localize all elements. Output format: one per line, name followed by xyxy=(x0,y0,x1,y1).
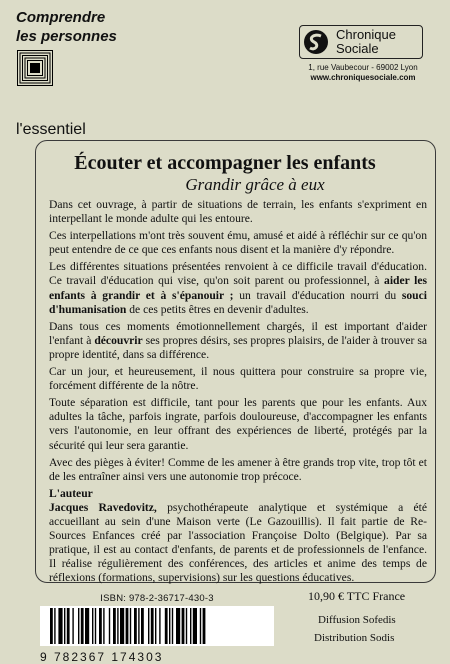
author-heading: L'auteur xyxy=(49,486,93,500)
series-line-2: les personnes xyxy=(16,28,117,45)
book-subtitle: Grandir grâce à eux xyxy=(185,175,325,194)
paragraph: Les différentes situations présentées renvoient à ce difficile travail d'éducation. Ce travail d'éducation qui vise, qu'on soit parent ou professionnel, à aider les enfants à grandir et à s'épanouir ; un travail d'éducation nourri du souci d'humanisation de ces petits êtres en devenir d'adultes. xyxy=(49,260,427,316)
publisher-address xyxy=(298,63,428,83)
chronique-sociale-logo-icon xyxy=(303,29,329,55)
barcode-digits: 9 782367 174303 xyxy=(40,650,164,664)
address-line: 1, rue Vaubecour - 69002 Lyon xyxy=(308,63,418,72)
publisher-logo-box xyxy=(299,25,423,59)
barcode-icon xyxy=(40,606,274,646)
summary-text xyxy=(49,198,427,588)
collection-name: l'essentiel xyxy=(16,121,86,138)
barcode-block xyxy=(40,593,274,664)
series-line-1: Comprendre xyxy=(16,9,106,26)
publisher-name: Chronique Sociale xyxy=(336,27,396,56)
paragraph: Dans cet ouvrage, à partir de situations de terrain, les enfants s'expriment en interpellant le monde adulte qui les entoure. xyxy=(49,198,427,226)
isbn-label: ISBN: 978-2-36717-430-3 xyxy=(100,593,214,604)
website-link[interactable]: www.chroniquesociale.com xyxy=(310,73,416,82)
series-name xyxy=(16,8,136,46)
price: 10,90 € TTC France xyxy=(308,589,406,603)
distribution: Distribution Sodis xyxy=(314,632,395,644)
paragraph: Toute séparation est difficile, tant pour les parents que pour les enfants. Aux adultes la tâche, parfois ingrate, parfois douloureuse, d'accompagner les enfants vers l'autonomie, en leur offrant des expériences de liberté, protégés par la sécurité qui leur sera garantie. xyxy=(49,396,427,452)
author-bio: Jacques Ravedovitz, psychothérapeute analytique et systémique a été accueillant au sein d'une Maison verte (Le Gazouillis). Il fait partie de Re-Sources Enfances créé par l'association Françoise Dolto (Belgique). Par sa pratique, il est au contact d'enfants, de parents et de professionnels de l'enfance. Il réalise régulièrement des conférences, des articles et anime des temps de réflexions (formations, supervisions) sur les questions éducatives. xyxy=(49,500,427,585)
paragraph: Ces interpellations m'ont très souvent ému, amusé et aidé à réfléchir sur ce qu'on peut entendre de ce que ces enfants nous disent et la manière d'y répondre. xyxy=(49,229,427,257)
paragraph: Dans tous ces moments émotionnellement chargés, il est important d'aider l'enfant à découvrir ses propres désirs, ses propres plaisirs, de l'aider à trouver sa propre identité, dans sa différence. xyxy=(49,319,427,361)
concentric-squares-logo xyxy=(17,50,53,86)
diffusion: Diffusion Sofedis xyxy=(318,614,396,626)
paragraph: Car un jour, et heureusement, il nous quittera pour construire sa propre vie, forcément différente de la nôtre. xyxy=(49,365,427,393)
book-title: Écouter et accompagner les enfants xyxy=(74,152,376,174)
paragraph: Avec des pièges à éviter! Comme de les amener à être grands trop vite, trop tôt et de les entraîner ainsi vers une autonomie trop précoce. xyxy=(49,455,427,483)
